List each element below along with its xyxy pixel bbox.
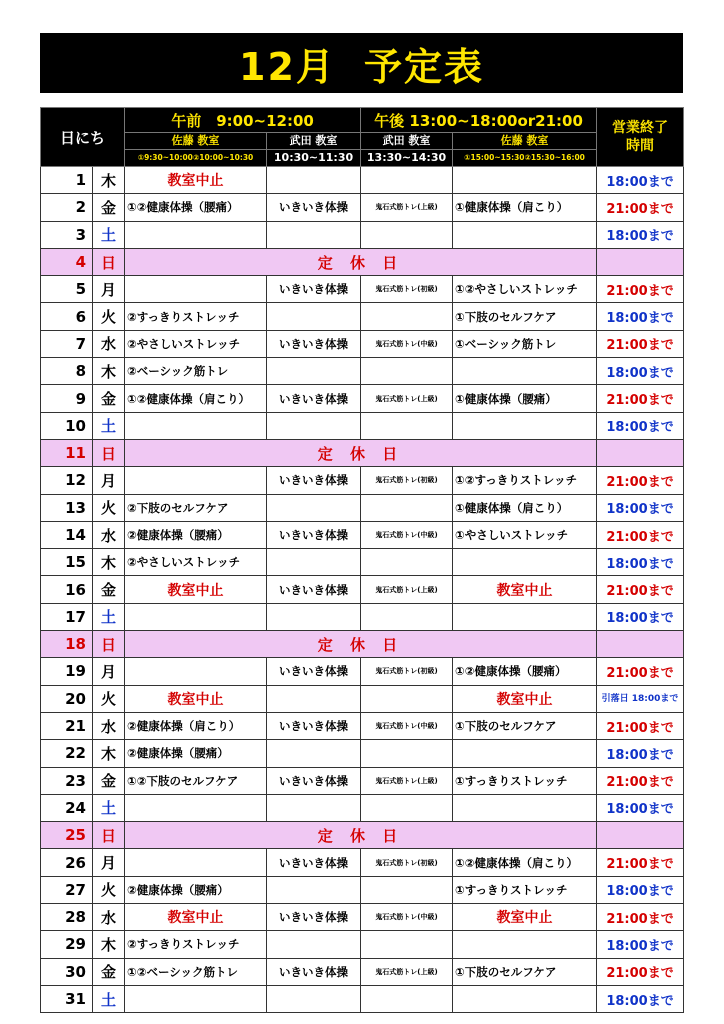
am-takeda-class <box>267 876 361 903</box>
day-of-week: 日 <box>93 631 125 658</box>
header-teacher-sato-pm: 佐藤 教室 <box>453 133 597 150</box>
day-number: 14 <box>41 521 93 548</box>
close-time: 18:00まで <box>597 494 684 521</box>
pm-sato-class: ①下肢のセルフケア <box>453 712 597 739</box>
day-number: 21 <box>41 712 93 739</box>
table-row <box>41 985 684 1012</box>
am-sato-class: ①②健康体操（腰痛） <box>125 194 267 221</box>
table-row <box>41 221 684 248</box>
title-month: 12月 <box>239 44 336 89</box>
day-number: 4 <box>41 248 93 275</box>
day-of-week: 金 <box>93 194 125 221</box>
header-close-line1: 営業終了 <box>612 120 669 136</box>
day-of-week: 月 <box>93 658 125 685</box>
am-takeda-class <box>267 221 361 248</box>
am-takeda-class <box>267 794 361 821</box>
day-of-week: 月 <box>93 276 125 303</box>
day-of-week: 木 <box>93 931 125 958</box>
pm-sato-class: ①②すっきりストレッチ <box>453 467 597 494</box>
day-of-week: 日 <box>93 822 125 849</box>
pm-sato-class: ①健康体操（腰痛） <box>453 385 597 412</box>
title-bar <box>40 33 683 93</box>
day-number: 2 <box>41 194 93 221</box>
close-time: 18:00まで <box>597 412 684 439</box>
am-takeda-class: いきいき体操 <box>267 658 361 685</box>
header-close <box>597 108 684 167</box>
header-row-times <box>41 150 684 167</box>
day-number: 12 <box>41 467 93 494</box>
table-row <box>41 167 684 194</box>
close-time: 21:00まで <box>597 576 684 603</box>
day-number: 17 <box>41 603 93 630</box>
day-of-week: 月 <box>93 467 125 494</box>
close-time: 21:00まで <box>597 330 684 357</box>
am-takeda-class <box>267 985 361 1012</box>
day-number: 27 <box>41 876 93 903</box>
pm-takeda-class: 鬼石式筋トレ(初級) <box>361 658 453 685</box>
schedule-table <box>40 107 684 1013</box>
am-takeda-class: いきいき体操 <box>267 849 361 876</box>
day-of-week: 土 <box>93 412 125 439</box>
pm-takeda-class <box>361 794 453 821</box>
day-of-week: 金 <box>93 576 125 603</box>
pm-takeda-class <box>361 221 453 248</box>
close-time: 21:00まで <box>597 767 684 794</box>
table-row <box>41 685 684 712</box>
close-time: 18:00まで <box>597 603 684 630</box>
table-row <box>41 794 684 821</box>
day-of-week: 水 <box>93 904 125 931</box>
table-row <box>41 358 684 385</box>
close-time: 18:00まで <box>597 549 684 576</box>
table-row <box>41 849 684 876</box>
header-teacher-takeda-am: 武田 教室 <box>267 133 361 150</box>
pm-sato-class <box>453 549 597 576</box>
day-number: 30 <box>41 958 93 985</box>
day-of-week: 水 <box>93 521 125 548</box>
day-of-week: 火 <box>93 876 125 903</box>
pm-sato-class <box>453 931 597 958</box>
table-row <box>41 494 684 521</box>
am-takeda-class <box>267 685 361 712</box>
close-time: 18:00まで <box>597 167 684 194</box>
close-time: 21:00まで <box>597 658 684 685</box>
am-sato-class <box>125 412 267 439</box>
day-of-week: 火 <box>93 303 125 330</box>
class-cancelled-pm: 教室中止 <box>453 904 597 931</box>
day-number: 1 <box>41 167 93 194</box>
day-of-week: 木 <box>93 740 125 767</box>
table-row <box>41 658 684 685</box>
am-takeda-class <box>267 603 361 630</box>
class-cancelled-am: 教室中止 <box>125 904 267 931</box>
am-sato-class: ②健康体操（腰痛） <box>125 876 267 903</box>
pm-takeda-class: 鬼石式筋トレ(上級) <box>361 576 453 603</box>
am-sato-class: ①②ベーシック筋トレ <box>125 958 267 985</box>
table-row <box>41 385 684 412</box>
day-of-week: 日 <box>93 439 125 466</box>
am-sato-class: ①②健康体操（肩こり） <box>125 385 267 412</box>
pm-takeda-class: 鬼石式筋トレ(初級) <box>361 849 453 876</box>
pm-sato-class: ①ベーシック筋トレ <box>453 330 597 357</box>
close-time: 18:00まで <box>597 303 684 330</box>
am-takeda-class: いきいき体操 <box>267 576 361 603</box>
day-of-week: 火 <box>93 685 125 712</box>
pm-takeda-class <box>361 303 453 330</box>
pm-sato-class: ①②健康体操（腰痛） <box>453 658 597 685</box>
pm-sato-class <box>453 167 597 194</box>
pm-takeda-class <box>361 931 453 958</box>
am-takeda-class <box>267 167 361 194</box>
header-time-takeda-pm: 13:30~14:30 <box>361 150 453 167</box>
day-number: 29 <box>41 931 93 958</box>
day-number: 7 <box>41 330 93 357</box>
header-pm: 午後 13:00~18:00or21:00 <box>361 108 597 133</box>
day-of-week: 土 <box>93 794 125 821</box>
pm-takeda-class <box>361 167 453 194</box>
title-label: 予定表 <box>363 44 484 89</box>
day-number: 20 <box>41 685 93 712</box>
header-time-sato-pm: ①15:00~15:30②15:30~16:00 <box>453 150 597 167</box>
am-sato-class <box>125 985 267 1012</box>
pm-sato-class: ①下肢のセルフケア <box>453 958 597 985</box>
header-time-takeda-am: 10:30~11:30 <box>267 150 361 167</box>
pm-sato-class <box>453 740 597 767</box>
day-number: 22 <box>41 740 93 767</box>
pm-takeda-class <box>361 549 453 576</box>
day-of-week: 水 <box>93 330 125 357</box>
close-time-cell <box>597 822 684 849</box>
am-sato-class <box>125 658 267 685</box>
header-row-teachers <box>41 133 684 150</box>
day-number: 28 <box>41 904 93 931</box>
am-sato-class: ②やさしいストレッチ <box>125 330 267 357</box>
am-sato-class: ②健康体操（肩こり） <box>125 712 267 739</box>
am-takeda-class <box>267 358 361 385</box>
day-number: 15 <box>41 549 93 576</box>
am-sato-class: ②下肢のセルフケア <box>125 494 267 521</box>
am-takeda-class: いきいき体操 <box>267 330 361 357</box>
day-of-week: 水 <box>93 712 125 739</box>
am-sato-class <box>125 849 267 876</box>
schedule-body <box>41 108 684 1013</box>
table-row <box>41 712 684 739</box>
pm-sato-class: ①健康体操（肩こり） <box>453 494 597 521</box>
close-time: 18:00まで <box>597 221 684 248</box>
table-row <box>41 439 684 466</box>
day-number: 6 <box>41 303 93 330</box>
day-of-week: 土 <box>93 985 125 1012</box>
day-of-week: 金 <box>93 385 125 412</box>
class-cancelled-pm: 教室中止 <box>453 576 597 603</box>
close-time: 21:00まで <box>597 194 684 221</box>
holiday-label: 定 休 日 <box>125 631 597 658</box>
am-sato-class: ②すっきりストレッチ <box>125 931 267 958</box>
day-number: 26 <box>41 849 93 876</box>
table-row <box>41 822 684 849</box>
pm-sato-class: ①②やさしいストレッチ <box>453 276 597 303</box>
close-time: 18:00まで <box>597 876 684 903</box>
day-number: 13 <box>41 494 93 521</box>
day-number: 5 <box>41 276 93 303</box>
pm-sato-class: ①すっきりストレッチ <box>453 767 597 794</box>
pm-sato-class: ①②健康体操（肩こり） <box>453 849 597 876</box>
table-row <box>41 631 684 658</box>
pm-takeda-class: 鬼石式筋トレ(初級) <box>361 467 453 494</box>
day-number: 16 <box>41 576 93 603</box>
close-time-cell <box>597 631 684 658</box>
pm-takeda-class: 鬼石式筋トレ(上級) <box>361 767 453 794</box>
day-of-week: 土 <box>93 603 125 630</box>
table-row <box>41 740 684 767</box>
am-takeda-class <box>267 412 361 439</box>
close-time: 18:00まで <box>597 794 684 821</box>
table-row <box>41 958 684 985</box>
am-takeda-class: いきいき体操 <box>267 276 361 303</box>
class-cancelled-am: 教室中止 <box>125 576 267 603</box>
day-of-week: 木 <box>93 549 125 576</box>
pm-takeda-class <box>361 985 453 1012</box>
table-row <box>41 330 684 357</box>
am-sato-class: ②すっきりストレッチ <box>125 303 267 330</box>
pm-takeda-class <box>361 740 453 767</box>
pm-sato-class <box>453 412 597 439</box>
day-of-week: 木 <box>93 167 125 194</box>
header-time-sato-am: ①9:30~10:00②10:00~10:30 <box>125 150 267 167</box>
am-sato-class: ②健康体操（腰痛） <box>125 521 267 548</box>
am-takeda-class: いきいき体操 <box>267 467 361 494</box>
table-row <box>41 412 684 439</box>
day-number: 31 <box>41 985 93 1012</box>
close-time: 21:00まで <box>597 276 684 303</box>
day-number: 11 <box>41 439 93 466</box>
am-takeda-class <box>267 549 361 576</box>
am-takeda-class: いきいき体操 <box>267 194 361 221</box>
pm-sato-class <box>453 794 597 821</box>
table-row <box>41 467 684 494</box>
pm-takeda-class <box>361 876 453 903</box>
am-sato-class: ①②下肢のセルフケア <box>125 767 267 794</box>
table-row <box>41 276 684 303</box>
close-time: 18:00まで <box>597 740 684 767</box>
am-sato-class <box>125 467 267 494</box>
pm-takeda-class: 鬼石式筋トレ(上級) <box>361 194 453 221</box>
pm-takeda-class <box>361 603 453 630</box>
close-time: 21:00まで <box>597 904 684 931</box>
am-takeda-class: いきいき体操 <box>267 767 361 794</box>
am-takeda-class: いきいき体操 <box>267 904 361 931</box>
am-sato-class: ②ベーシック筋トレ <box>125 358 267 385</box>
am-takeda-class <box>267 494 361 521</box>
close-time: 18:00まで <box>597 931 684 958</box>
pm-sato-class: ①すっきりストレッチ <box>453 876 597 903</box>
header-teacher-takeda-pm: 武田 教室 <box>361 133 453 150</box>
holiday-label: 定 休 日 <box>125 439 597 466</box>
day-number: 24 <box>41 794 93 821</box>
table-row <box>41 303 684 330</box>
close-time: 18:00まで <box>597 985 684 1012</box>
pm-takeda-class: 鬼石式筋トレ(中級) <box>361 712 453 739</box>
pm-sato-class <box>453 985 597 1012</box>
holiday-label: 定 休 日 <box>125 822 597 849</box>
am-sato-class <box>125 603 267 630</box>
close-time: 21:00まで <box>597 385 684 412</box>
day-number: 10 <box>41 412 93 439</box>
am-takeda-class: いきいき体操 <box>267 521 361 548</box>
am-sato-class: ②やさしいストレッチ <box>125 549 267 576</box>
pm-sato-class: ①やさしいストレッチ <box>453 521 597 548</box>
class-cancelled-am: 教室中止 <box>125 685 267 712</box>
am-sato-class <box>125 221 267 248</box>
pm-takeda-class: 鬼石式筋トレ(上級) <box>361 385 453 412</box>
table-row <box>41 521 684 548</box>
close-time: 21:00まで <box>597 467 684 494</box>
table-row <box>41 576 684 603</box>
class-cancelled-am: 教室中止 <box>125 167 267 194</box>
day-number: 25 <box>41 822 93 849</box>
close-time: 引落日 18:00まで <box>597 685 684 712</box>
am-takeda-class <box>267 740 361 767</box>
am-sato-class <box>125 794 267 821</box>
table-row <box>41 931 684 958</box>
day-of-week: 月 <box>93 849 125 876</box>
table-row <box>41 603 684 630</box>
day-of-week: 金 <box>93 767 125 794</box>
table-row <box>41 904 684 931</box>
am-sato-class: ②健康体操（腰痛） <box>125 740 267 767</box>
header-teacher-sato-am: 佐藤 教室 <box>125 133 267 150</box>
table-row <box>41 767 684 794</box>
am-takeda-class: いきいき体操 <box>267 385 361 412</box>
am-takeda-class: いきいき体操 <box>267 958 361 985</box>
close-time: 21:00まで <box>597 712 684 739</box>
close-time-cell <box>597 248 684 275</box>
pm-takeda-class <box>361 494 453 521</box>
am-takeda-class: いきいき体操 <box>267 712 361 739</box>
pm-takeda-class <box>361 412 453 439</box>
close-time-cell <box>597 439 684 466</box>
day-of-week: 木 <box>93 358 125 385</box>
pm-takeda-class <box>361 685 453 712</box>
pm-sato-class: ①健康体操（肩こり） <box>453 194 597 221</box>
table-row <box>41 248 684 275</box>
day-of-week: 火 <box>93 494 125 521</box>
close-time: 18:00まで <box>597 358 684 385</box>
holiday-label: 定 休 日 <box>125 248 597 275</box>
pm-takeda-class: 鬼石式筋トレ(中級) <box>361 330 453 357</box>
header-row-periods <box>41 108 684 133</box>
day-number: 23 <box>41 767 93 794</box>
day-of-week: 日 <box>93 248 125 275</box>
day-of-week: 金 <box>93 958 125 985</box>
table-row <box>41 876 684 903</box>
am-takeda-class <box>267 303 361 330</box>
day-number: 9 <box>41 385 93 412</box>
pm-takeda-class: 鬼石式筋トレ(中級) <box>361 521 453 548</box>
pm-takeda-class: 鬼石式筋トレ(中級) <box>361 904 453 931</box>
day-number: 18 <box>41 631 93 658</box>
pm-takeda-class: 鬼石式筋トレ(上級) <box>361 958 453 985</box>
day-number: 8 <box>41 358 93 385</box>
pm-sato-class: ①下肢のセルフケア <box>453 303 597 330</box>
close-time: 21:00まで <box>597 521 684 548</box>
pm-takeda-class: 鬼石式筋トレ(初級) <box>361 276 453 303</box>
pm-sato-class <box>453 603 597 630</box>
pm-takeda-class <box>361 358 453 385</box>
close-time: 21:00まで <box>597 849 684 876</box>
header-day: 日にち <box>41 108 125 167</box>
am-sato-class <box>125 276 267 303</box>
close-time: 21:00まで <box>597 958 684 985</box>
pm-sato-class <box>453 358 597 385</box>
pm-sato-class <box>453 221 597 248</box>
header-close-line2: 時間 <box>626 138 655 154</box>
table-row <box>41 549 684 576</box>
table-row <box>41 194 684 221</box>
day-number: 3 <box>41 221 93 248</box>
header-am: 午前 9:00~12:00 <box>125 108 361 133</box>
day-of-week: 土 <box>93 221 125 248</box>
am-takeda-class <box>267 931 361 958</box>
day-number: 19 <box>41 658 93 685</box>
class-cancelled-pm: 教室中止 <box>453 685 597 712</box>
